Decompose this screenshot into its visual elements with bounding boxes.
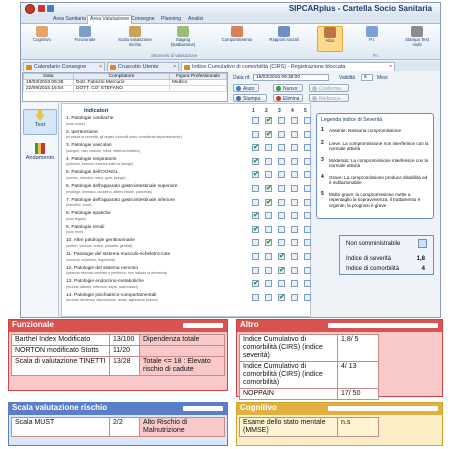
panel-altro [236,319,443,397]
severity-checkbox[interactable] [265,158,272,165]
scala-rischio-button[interactable]: Scala valutazione rischio [117,26,153,47]
printer-icon [411,26,423,37]
panel-cognitivo [236,402,443,446]
close-icon[interactable]: × [99,64,102,70]
grid-title: Indicatori [84,108,109,114]
date-input[interactable]: 18/03/2016 09:38:00 [253,74,329,81]
severity-checkbox[interactable] [252,158,259,165]
indicator-label: 7. Patologie dell'apparato gastrointestinale inferiore (intestino, ernie) [66,197,175,208]
severity-checkbox[interactable] [252,185,259,192]
tab-strip [21,61,440,71]
app-window [20,2,441,318]
col-3: 3 [278,108,281,114]
printer-icon [236,96,241,101]
indicator-label: 8. Patologie epatiche (solo fegato) [66,211,111,221]
severity-checkbox[interactable] [265,199,272,206]
window-title: SIPCARplus - Cartella Socio Sanitaria [288,4,432,13]
severity-checkbox[interactable] [278,171,285,178]
cognitivo-button[interactable]: Cognitivo [27,26,57,43]
severity-checkbox[interactable] [265,239,272,246]
document-icon [366,26,378,37]
severity-checkbox[interactable] [265,185,272,192]
nav-andamento[interactable]: Andamento [23,143,57,169]
comorbidity-value: 4 [421,266,425,272]
severity-checkbox[interactable] [278,131,285,138]
severity-checkbox[interactable] [304,199,311,206]
severity-checkbox[interactable] [304,144,311,151]
table-row[interactable] [24,86,227,92]
ribbon-toolbar [21,24,440,60]
rischio-table [11,417,225,437]
table-row: Indice Cumulativo di comorbilità (CIRS) (indice comorbilità) 4/ 13 [240,362,379,389]
panel-funzionale [8,319,228,391]
cognitivo-table [239,417,379,437]
col-data[interactable]: Data [24,74,74,80]
severity-checkbox[interactable] [252,131,259,138]
not-given-label: Non somministrabile [346,241,401,247]
behavior-icon [231,26,243,37]
panel-header: Funzionale [9,320,227,332]
severity-checkbox[interactable] [278,267,285,274]
cell-role: Medico [170,80,227,86]
severity-checkbox[interactable] [304,158,311,165]
severity-legend [316,113,434,219]
validity-label: Validità [339,75,356,81]
stampa-button[interactable]: Stampa [233,94,267,102]
menu-consegne[interactable]: Consegne [131,16,155,22]
form-icon [184,65,190,70]
ribbon-group-label: Strumenti di Valutazione [151,53,198,58]
chart-icon [35,143,45,154]
severity-checkbox[interactable] [278,226,285,233]
indicator-label: 5. Patologie dell'OONGL (occhio, orecchio, naso, gola, laringe) [66,170,126,180]
cell-role [170,86,227,92]
severity-checkbox[interactable] [291,226,298,233]
left-navigation [21,103,59,317]
severity-checkbox[interactable] [278,144,285,151]
close-icon[interactable]: × [173,64,176,70]
date-label: Data rif. [233,75,251,81]
col-figura[interactable]: Figura Professionale [170,74,227,80]
severity-value: 1,8 [416,256,425,262]
severity-checkbox[interactable] [265,267,272,274]
severity-checkbox[interactable] [304,239,311,246]
severity-checkbox[interactable] [265,294,272,301]
severity-checkbox[interactable] [291,294,298,301]
title-bar [21,3,440,15]
altro-table [239,334,379,400]
add-icon [276,86,281,91]
tab-cirs[interactable]: Indice Cumulativo di comorbilità (CIRS) - Registrazione bloccata × [181,62,395,71]
severity-checkbox[interactable] [291,199,298,206]
indicator-label: 11. Patologie del sistema muscolo-scheletro-cute (muscoli, scheletro, tegumenti) [66,252,171,262]
severity-checkbox[interactable] [252,294,259,301]
severity-checkbox[interactable] [304,280,311,287]
legend-item: 3 Moderato: La compromissione interferisce con la normale attività [321,157,429,169]
severity-checkbox[interactable] [252,144,259,151]
validity-input[interactable]: 6 [361,74,373,81]
col-compilatore[interactable]: Compilatore [74,74,170,80]
stampa-test-button[interactable]: Stampa Test multi [401,26,433,47]
nav-test[interactable]: Test [23,109,57,135]
table-row: Scala di valutazione TINETTI 13/28 Totale <= 18 : Elevato rischio di cadute [12,357,225,376]
severity-checkbox[interactable] [291,267,298,274]
comportamento-button[interactable]: Comportamento [217,26,257,43]
severity-checkbox[interactable] [304,185,311,192]
legend-item: 1 Assente: Nessuna compromissione [321,127,402,133]
col-4: 4 [291,108,294,114]
severity-checkbox[interactable] [304,226,311,233]
indicator-grid [61,103,311,317]
group-icon [278,26,290,37]
severity-checkbox[interactable] [265,144,272,151]
tab-cruscotto-utente[interactable]: Cruscotto Utente × [107,62,179,71]
severity-checkbox[interactable] [278,212,285,219]
funzionale-table [11,334,225,376]
legend-item: 2 Lieve: La compromissione non interferisce con la normale attività [321,140,429,152]
close-icon[interactable]: × [389,64,392,70]
table-row: NORTON modificato Stotts 11/20 [12,346,225,357]
app-logo-icon[interactable] [25,4,35,14]
severity-checkbox[interactable] [304,212,311,219]
severity-checkbox[interactable] [291,171,298,178]
dashboard-icon [110,65,116,70]
check-icon [312,86,317,91]
menu-analisi[interactable]: Analisi [188,16,204,22]
indicator-label: 10. Altre patologie genitourinarie (ureteri, vescica, uretra, prostata, genitali) [66,238,135,248]
severity-checkbox[interactable] [278,253,285,260]
severity-checkbox[interactable] [278,185,285,192]
severity-checkbox[interactable] [252,199,259,206]
severity-checkbox[interactable] [252,280,259,287]
table-row: Indice Cumulativo di comorbilità (CIRS) (indice severità) 1,8/ 5 [240,335,379,362]
table-row: NOPPAIN 17/ 50 [240,389,379,400]
elimina-button[interactable]: Elimina [273,94,303,102]
severity-checkbox[interactable] [304,131,311,138]
panel-scala-rischio [8,402,228,446]
severity-checkbox[interactable] [265,171,272,178]
severity-checkbox[interactable] [291,131,298,138]
notebook-icon [324,27,336,38]
indicator-label: 9. Patologie renali (solo rene) [66,224,105,235]
severity-checkbox[interactable] [265,212,272,219]
severity-checkbox[interactable] [265,226,272,233]
severity-checkbox[interactable] [252,226,259,233]
indicator-label: 14. Patologie psichiatrico-comportamentali (include demenza, depressione, ansia, agitazione psicosi) [66,292,159,303]
delete-icon [276,96,281,101]
indicator-label: 1. Patologie cardiache (solo cuore) [66,116,114,126]
table-row: Scala MUST 2/2 Alto Rischio di Malnutrizione [12,418,225,437]
table-row: Esame dello stato mentale (MMSE) n.s [240,418,379,437]
help-icon [236,86,241,91]
cell-date: 22/09/2015 16:54 [24,86,74,92]
indicator-label: 6. Patologie dell'apparato gastrointestinale superiore (esofago, stomaco, duodeno, albero biliare, pancreas) [66,184,178,194]
indicator-label: 13. Patologie endocrino-metaboliche (include diabete, infezioni, sepsi, stati tossici) [66,279,144,289]
funzionale-button[interactable]: Funzionale [69,26,101,43]
severity-checkbox[interactable] [278,239,285,246]
severity-checkbox[interactable] [304,267,311,274]
severity-checkbox[interactable] [265,253,272,260]
severity-checkbox[interactable] [252,171,259,178]
panel-header: Altro [237,320,442,332]
severity-checkbox[interactable] [278,117,285,124]
steps-icon [177,26,189,37]
head-icon [36,26,48,37]
severity-checkbox[interactable] [265,117,272,124]
calendar-icon [26,65,32,70]
comorbidity-label: Indice di comorbilità [346,266,400,272]
severity-checkbox[interactable] [291,144,298,151]
aiuto-button[interactable]: Aiuto [233,84,259,92]
severity-checkbox[interactable] [291,185,298,192]
col-2: 2 [265,108,268,114]
severity-checkbox[interactable] [291,253,298,260]
indicator-label: 3. Patologie vascolari (sangue, vasi, midollo, milza, sistema linfatico) [66,143,140,153]
staging-button[interactable]: Staging (stadiazione) [165,26,201,47]
scale-icon [129,26,141,37]
severity-checkbox[interactable] [252,212,259,219]
col-1: 1 [252,108,255,114]
cell-compiler: Dott. Fabrizio Mercurio [74,80,170,86]
severity-checkbox[interactable] [278,280,285,287]
severity-checkbox[interactable] [304,294,311,301]
severity-checkbox[interactable] [278,199,285,206]
nuovo-button[interactable]: Nuovo [273,84,303,92]
not-given-checkbox[interactable] [418,239,427,248]
pi-button[interactable]: P.I. [361,26,383,43]
severity-checkbox[interactable] [252,267,259,274]
menu-area-valutazione[interactable]: Area Valutazione [87,15,132,24]
severity-checkbox[interactable] [265,280,272,287]
col-5: 5 [304,108,307,114]
table-row: Barthel Index Modificato 13/100 Dipendenza totale [12,335,225,346]
severity-checkbox[interactable] [291,280,298,287]
severity-checkbox[interactable] [304,171,311,178]
severity-checkbox[interactable] [252,117,259,124]
severity-checkbox[interactable] [291,158,298,165]
menu-bar [21,15,440,24]
severity-checkbox[interactable] [291,117,298,124]
validity-unit: Mesi [377,75,388,81]
people-icon [79,26,91,37]
cell-compiler: DOTT. CO' STEFANO [74,86,170,92]
save-icon[interactable] [38,5,45,12]
panel-header: Cognitivo [237,403,442,415]
severity-checkbox[interactable] [291,239,298,246]
refresh-icon [312,96,317,101]
calendar-icon[interactable] [47,5,54,12]
ribbon-group-label-pi: P.I. [373,53,379,58]
indicator-label: 12. Patologie del sistema nervoso (sistema nervoso centrale e periferico; non include la demenza) [66,265,168,276]
legend-item: 4 Grave: La compromissione produce disabilità ed è indilazionabile [321,174,428,186]
menu-area-sanitaria[interactable]: Area Sanitaria [53,16,86,22]
tab-calendario-consegne[interactable]: Calendario Consegne × [23,62,105,71]
altro-button[interactable]: Altro [317,26,343,52]
severity-checkbox[interactable] [291,212,298,219]
indicator-label: 2. Ipertensione (si valuta la severità, gli organi coinvolti sono considerati separatamente) [66,129,182,140]
indicator-label: 4. Patologie respiratorie (polmoni, bronchi, trachea sotto la laringe) [66,156,134,167]
severity-checkbox[interactable] [304,253,311,260]
severity-checkbox[interactable] [304,117,311,124]
severity-label: Indice di severità [346,256,392,262]
severity-checkbox[interactable] [252,253,259,260]
legend-item: 5 Molto grave: la compromissione mette a repentaglio la sopravvivenza, il trattamento è urgente; la prognosi è grave [321,191,421,208]
cell-date: 18/03/2016 09:38 [24,80,74,86]
rapporti-sociali-button[interactable]: Rapporti sociali [265,26,303,43]
rinfresca-button[interactable]: Rinfresca [309,94,349,102]
severity-checkbox[interactable] [278,294,285,301]
severity-checkbox[interactable] [252,239,259,246]
history-grid [22,72,228,102]
menu-planning[interactable]: Planning [161,16,182,22]
conferma-button[interactable]: Conferma [309,84,349,92]
severity-checkbox[interactable] [265,131,272,138]
arrow-down-icon [35,110,45,121]
severity-checkbox[interactable] [278,158,285,165]
summary-box [339,235,434,275]
legend-title: Legenda indice di Severità [321,117,383,123]
panel-header: Scala valutazione rischio [9,403,227,415]
